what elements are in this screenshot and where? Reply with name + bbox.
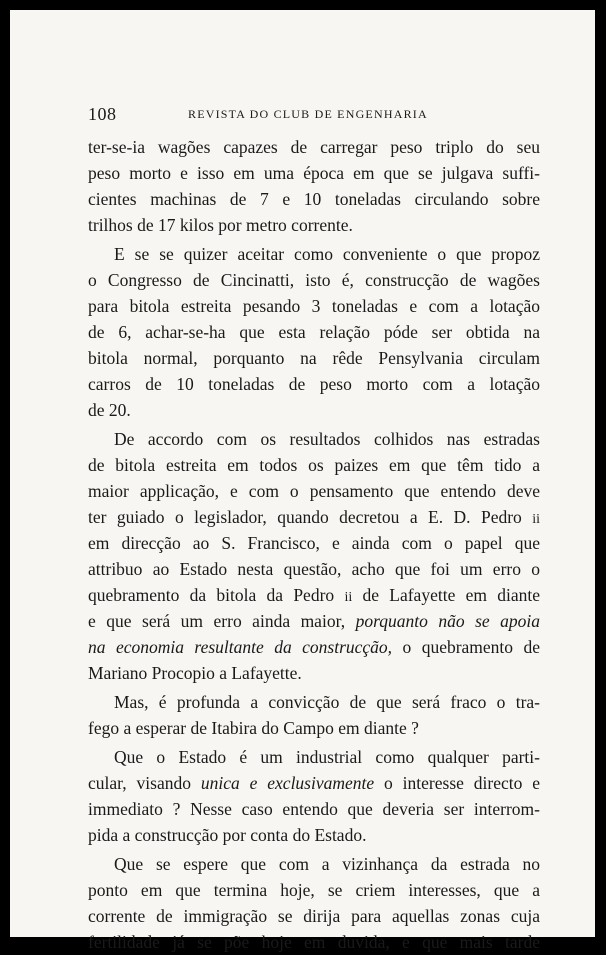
text-fragment: e que será um erro ainda maior, [88, 611, 346, 631]
text-line: Mas, é profunda a convicção de que será fraco o tra- [114, 692, 540, 712]
text-line: Mariano Procopio a Lafayette. [88, 663, 302, 683]
text-line: bitola normal, porquanto na rêde Pensylvania circulam [88, 348, 540, 368]
text-line: Que se espere que com a vizinhança da estrada no [114, 854, 540, 874]
text-line: corrente de immigração se dirija para aquellas zonas cuja [88, 906, 540, 926]
text-line: carros de 10 toneladas de peso morto com a lotação [88, 374, 540, 394]
text-line: cientes machinas de 7 e 10 toneladas circulando sobre [88, 189, 540, 209]
text-fragment: de Lafayette em diante [352, 585, 541, 605]
book-page [10, 10, 595, 952]
text-line [88, 608, 540, 634]
text-line: de 20. [88, 400, 131, 420]
text-line: attribuo ao Estado nesta questão, acho que foi um erro o [88, 559, 540, 579]
text-fragment: quebramento da bitola da Pedro [88, 585, 335, 605]
text-line: de 6, achar-se-ha que esta relação póde ser obtida na [88, 322, 540, 342]
text-line: immediato ? Nesse caso entendo que deveria ser interrom- [88, 799, 540, 819]
text-line: Que o Estado é um industrial como qualquer parti- [114, 747, 540, 767]
text-fragment: cular, visando [88, 773, 191, 793]
text-line: maior applicação, e com o pensamento que entendo deve [88, 481, 540, 501]
text-line: pida a construcção por conta do Estado. [88, 825, 367, 845]
text-line [88, 770, 540, 796]
text-line: E se se quizer aceitar como conveniente o que propoz [114, 244, 540, 264]
italic-phrase: na economia resultante da construcção, [88, 637, 393, 657]
text-line: ter-se-ia wagões capazes de carregar peso triplo do seu [88, 137, 540, 157]
roman-numeral: ii [344, 590, 353, 605]
body-text [88, 134, 540, 955]
text-line [88, 634, 540, 660]
text-line: De accordo com os resultados colhidos nas estradas [114, 429, 540, 449]
text-line [88, 504, 540, 530]
text-fragment: o interesse directo e [384, 773, 541, 793]
text-line: para bitola estreita pesando 3 toneladas e com a lotação [88, 296, 540, 316]
text-line: fego a esperar de Itabira do Campo em diante ? [88, 718, 419, 738]
text-line [88, 582, 540, 608]
text-line: ponto em que termina hoje, se criem interesses, que a [88, 880, 540, 900]
text-line: o Congresso de Cincinatti, isto é, construcção de wagões [88, 270, 540, 290]
text-fragment: ter guiado o legislador, quando decretou a E. D. Pedro [88, 507, 522, 527]
running-title: REVISTA DO CLUB DE ENGENHARIA [188, 107, 428, 121]
italic-phrase: unica e exclusivamente [200, 773, 375, 793]
text-line: fertilidade já se põe hoje em duvida, e que mais tarde [88, 932, 540, 952]
italic-phrase: porquanto não se apoia [355, 611, 541, 631]
text-line: de bitola estreita em todos os paizes em que têm tido a [88, 455, 540, 475]
text-fragment: o quebramento de [402, 637, 541, 657]
roman-numeral: ii [532, 512, 541, 527]
page-header [88, 104, 540, 124]
text-line: peso morto e isso em uma época em que se julgava suffi- [88, 163, 540, 183]
page-number: 108 [88, 104, 117, 124]
text-line: em direcção ao S. Francisco, e ainda com o papel que [88, 533, 540, 553]
text-line: trilhos de 17 kilos por metro corrente. [88, 215, 353, 235]
